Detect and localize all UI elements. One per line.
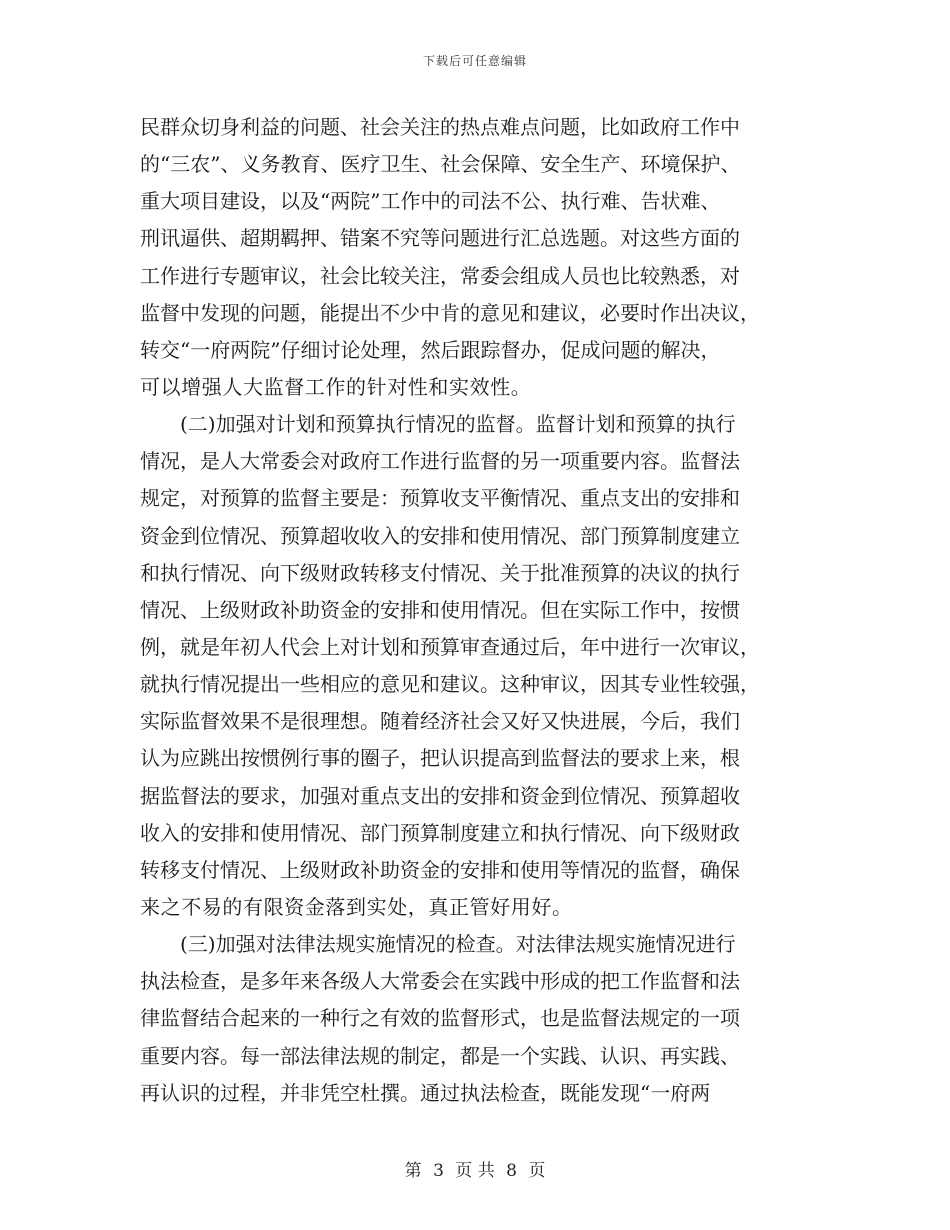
text-line: 的“三农”、义务教育、医疗卫生、社会保障、安全生产、环境保护、: [140, 152, 741, 177]
text-line: 据监督法的要求，加强对重点支出的安排和资金到位情况、预算超收: [140, 783, 740, 808]
text-line: 认为应跳出按惯例行事的圈子，把认识提高到监督法的要求上来，根: [140, 746, 740, 771]
footer-middle: 页 共: [455, 1161, 495, 1181]
text-line: 情况、上级财政补助资金的安排和使用情况。但在实际工作中，按惯: [140, 597, 740, 622]
text-line: 收入的安排和使用情况、部门预算制度建立和执行情况、向下级财政: [140, 820, 740, 845]
text-line: 来之不易的有限资金落到实处，真正管好用好。: [140, 894, 573, 919]
text-line: 重大项目建设，以及“两院”工作中的司法不公、执行难、告状难、: [140, 189, 721, 214]
text-line: 监督中发现的问题，能提出不少中肯的意见和建议，必要时作出决议，: [140, 300, 760, 325]
text-line: 民群众切身利益的问题、社会关注的热点难点问题，比如政府工作中: [140, 115, 740, 139]
text-line: 律监督结合起来的一种行之有效的监督形式，也是监督法规定的一项: [140, 1006, 740, 1031]
text-line: 执法检查，是多年来各级人大常委会在实践中形成的把工作监督和法: [140, 969, 740, 994]
text-line: 重要内容。每一部法律法规的制定，都是一个实践、认识、再实践、: [140, 1043, 740, 1068]
text-line: 再认识的过程，并非凭空杜撰。通过执法检查，既能发现“一府两: [140, 1080, 711, 1105]
text-line: 实际监督效果不是很理想。随着经济社会又好又快进展，今后，我们: [140, 709, 740, 734]
current-page-number: 3: [433, 1161, 444, 1181]
text-line: 工作进行专题审议，社会比较关注，常委会组成人员也比较熟悉，对: [140, 263, 740, 288]
text-line: 转移支付情况、上级财政补助资金的安排和使用等情况的监督，确保: [140, 857, 740, 882]
total-page-count: 8: [506, 1161, 517, 1181]
text-line: 刑讯逼供、超期羁押、错案不究等问题进行汇总选题。对这些方面的: [140, 226, 740, 251]
page-footer: [0, 1156, 950, 1181]
text-line: 转交“一府两院”仔细讨论处理，然后跟踪督办，促成问题的解决，: [140, 337, 721, 362]
footer-prefix: 第: [404, 1161, 422, 1181]
text-line: 和执行情况、向下级财政转移支付情况、关于批准预算的决议的执行: [140, 560, 740, 585]
paragraph-first-line: (三)加强对法律法规实施情况的检查。对法律法规实施情况进行: [180, 932, 736, 957]
document-body: [140, 114, 820, 1117]
text-line: 可以增强人大监督工作的针对性和实效性。: [140, 374, 532, 399]
footer-suffix: 页: [528, 1161, 546, 1181]
text-line: 例，就是年初人代会上对计划和预算审查通过后，年中进行一次审议，: [140, 634, 760, 659]
text-line: 资金到位情况、预算超收收入的安排和使用情况、部门预算制度建立: [140, 523, 740, 548]
text-line: 情况，是人大常委会对政府工作进行监督的另一项重要内容。监督法: [140, 449, 740, 474]
text-line: 规定，对预算的监督主要是：预算收支平衡情况、重点支出的安排和: [140, 486, 740, 511]
page-header: 下载后可任意编辑: [422, 54, 527, 68]
text-line: 就执行情况提出一些相应的意见和建议。这种审议，因其专业性较强，: [140, 672, 760, 697]
paragraph-first-line: (二)加强对计划和预算执行情况的监督。监督计划和预算的执行: [180, 412, 736, 437]
